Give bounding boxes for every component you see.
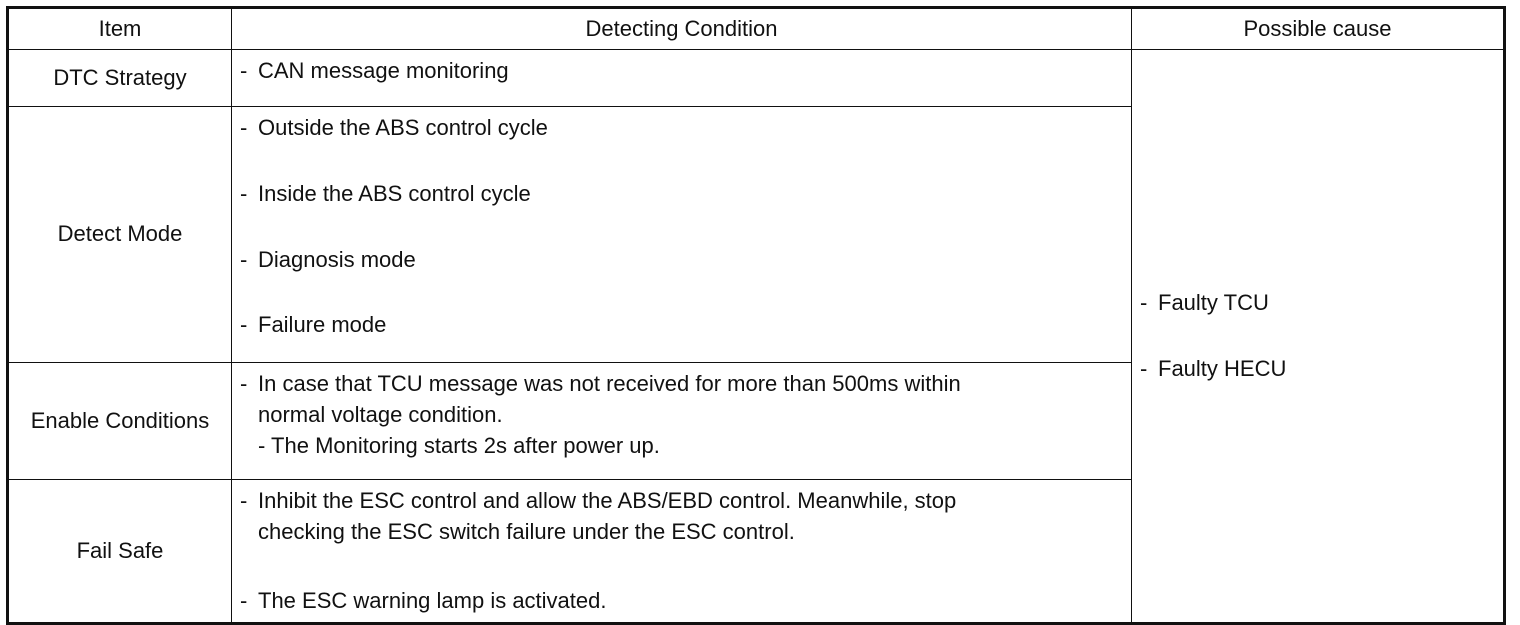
condition-text: Inhibit the ESC control and allow the ABS/EBD control. Meanwhile, stop (258, 488, 957, 513)
condition-line (240, 56, 1123, 87)
bullet-dash: - (240, 371, 248, 396)
bullet-dash: - (240, 488, 248, 513)
header-item: Item (8, 8, 232, 50)
condition-line (240, 369, 1123, 400)
condition-detect-mode (232, 107, 1132, 363)
condition-text: Inside the ABS control cycle (258, 180, 531, 206)
condition-text: The ESC warning lamp is activated. (258, 587, 607, 613)
possible-cause-cell (1132, 50, 1505, 624)
item-fail-safe: Fail Safe (8, 480, 232, 624)
condition-fail-safe (232, 480, 1132, 624)
table-row-dtc-strategy (8, 50, 1505, 107)
bullet-dash: - (240, 58, 248, 83)
item-detect-mode: Detect Mode (8, 107, 232, 363)
bullet-dash: - (240, 180, 248, 206)
dtc-spec-table (6, 6, 1506, 625)
spacer (240, 548, 1123, 586)
condition-text: Diagnosis mode (258, 246, 416, 272)
condition-line (240, 245, 1123, 276)
cause-faulty-tcu: Faulty TCU (1158, 289, 1269, 315)
cause-faulty-hecu: Faulty HECU (1158, 355, 1287, 381)
condition-line (240, 586, 1123, 617)
header-detecting-condition: Detecting Condition (232, 8, 1132, 50)
cause-line (1140, 354, 1495, 385)
bullet-dash: - (1140, 355, 1148, 381)
condition-line (240, 310, 1123, 341)
item-dtc-strategy: DTC Strategy (8, 50, 232, 107)
condition-text: In case that TCU message was not received for more than 500ms within (258, 371, 961, 396)
condition-text: Failure mode (258, 312, 387, 338)
bullet-dash: - (240, 115, 248, 140)
condition-line (240, 486, 1123, 517)
header-possible-cause: Possible cause (1132, 8, 1505, 50)
condition-continuation: normal voltage condition. (258, 401, 503, 427)
condition-line (240, 179, 1123, 210)
item-enable-conditions: Enable Conditions (8, 363, 232, 480)
bullet-dash: - (1140, 289, 1148, 315)
condition-dtc-strategy (232, 50, 1132, 107)
bullet-dash: - (240, 246, 248, 272)
bullet-dash: - (240, 312, 248, 338)
condition-sub-note: - The Monitoring starts 2s after power up. (258, 432, 660, 458)
condition-continuation: checking the ESC switch failure under the ESC control. (258, 518, 795, 544)
condition-line (240, 113, 1123, 144)
condition-enable-conditions (232, 363, 1132, 480)
bullet-dash: - (240, 587, 248, 613)
cause-line (1140, 288, 1495, 319)
condition-text: Outside the ABS control cycle (258, 115, 548, 140)
condition-text: CAN message monitoring (258, 58, 509, 83)
header-row (8, 8, 1505, 50)
